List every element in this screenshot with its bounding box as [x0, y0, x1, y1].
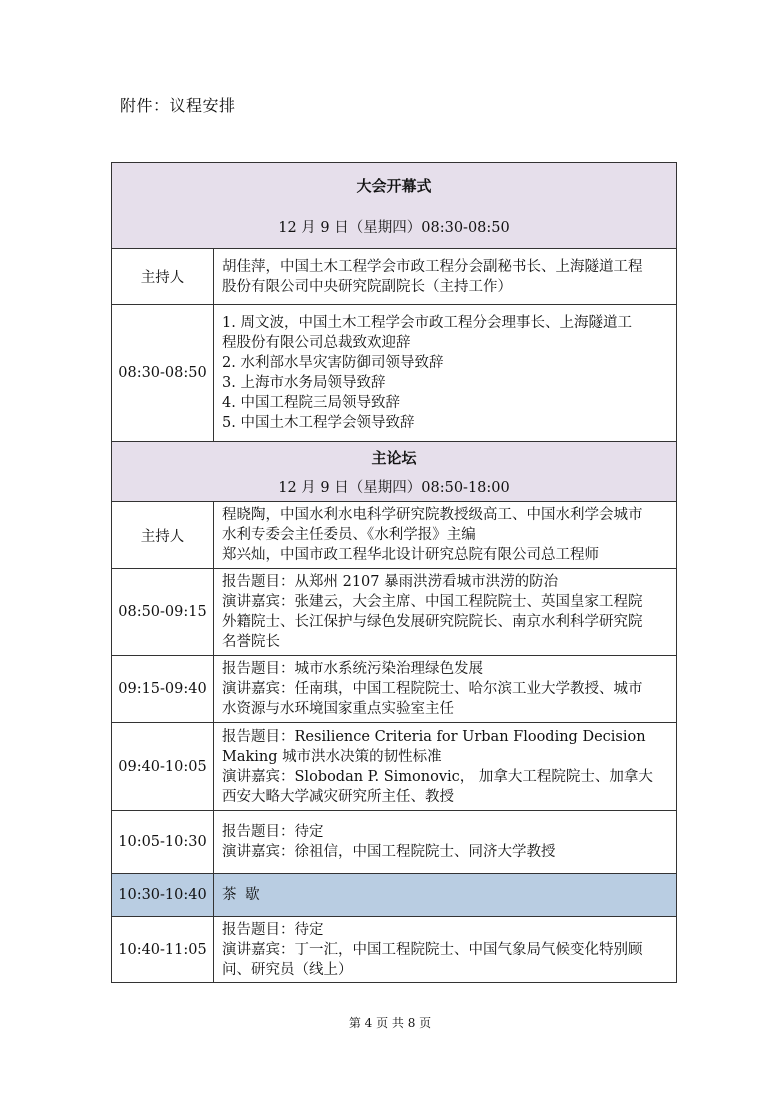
tea-break-row — [112, 874, 677, 917]
opening-host-label: 主持人 — [112, 249, 214, 305]
forum-host-label: 主持人 — [112, 502, 214, 569]
talk-time: 09:15-09:40 — [112, 656, 214, 723]
speech-line: 1. 周文波，中国土木工程学会市政工程分会理事长、上海隧道工 — [222, 315, 632, 331]
talk-row — [112, 917, 677, 983]
talk-line: 西安大略大学减灾研究所主任、教授 — [222, 788, 454, 805]
talk-cell — [214, 811, 677, 874]
talk-line: 外籍院士、长江保护与绿色发展研究院院长、南京水利科学研究院 — [222, 614, 643, 630]
opening-host-row — [112, 249, 677, 305]
speech-line: 3. 上海市水务局领导致辞 — [222, 375, 386, 391]
tea-break-time: 10:30-10:40 — [112, 874, 214, 917]
talk-time: 09:40-10:05 — [112, 723, 214, 811]
attachment-title: 附件：议程安排 — [120, 96, 236, 115]
opening-speeches-cell — [214, 305, 677, 442]
talk-line: 演讲嘉宾：Slobodan P. Simonovic， 加拿大工程院院士、加拿大 — [222, 768, 653, 785]
talk-line: 名誉院长 — [222, 634, 280, 650]
talk-line: 问、研究员（线上） — [222, 961, 353, 978]
talk-row — [112, 569, 677, 656]
talk-time: 10:05-10:30 — [112, 811, 214, 874]
agenda-table — [111, 162, 677, 983]
opening-header-row — [112, 163, 677, 249]
page-footer: 第 4 页 共 8 页 — [348, 1016, 432, 1030]
forum-title: 主论坛 — [371, 448, 417, 467]
talk-row — [112, 656, 677, 723]
talk-cell — [214, 723, 677, 811]
speech-line: 4. 中国工程院三局领导致辞 — [222, 395, 400, 411]
talk-line: 报告题目：待定 — [222, 921, 324, 938]
talk-line: Making 城市洪水决策的韧性标准 — [222, 748, 442, 765]
forum-host-line: 程晓陶，中国水利水电科学研究院教授级高工、中国水利学会城市 — [222, 507, 643, 523]
forum-host-line: 水利专委会主任委员、《水利学报》主编 — [222, 527, 476, 543]
talk-time: 10:40-11:05 — [112, 917, 214, 983]
talk-line: 报告题目：从郑州 2107 暴雨洪涝看城市洪涝的防治 — [222, 574, 559, 590]
talk-row — [112, 723, 677, 811]
forum-host-row — [112, 502, 677, 569]
talk-line: 报告题目：城市水系统污染治理绿色发展 — [222, 661, 483, 677]
talk-line: 演讲嘉宾：丁一汇，中国工程院院士、中国气象局气候变化特别顾 — [222, 941, 643, 958]
speech-line: 2. 水利部水旱灾害防御司领导致辞 — [222, 355, 444, 371]
opening-speeches-time: 08:30-08:50 — [112, 305, 214, 442]
talk-line: 演讲嘉宾：张建云，大会主席、中国工程院院士、英国皇家工程院 — [222, 594, 643, 610]
talk-cell — [214, 569, 677, 656]
forum-date: 12 月 9 日（星期四）08:50-18:00 — [278, 479, 510, 496]
talk-cell — [214, 917, 677, 983]
opening-speeches-row — [112, 305, 677, 442]
opening-host-line: 胡佳萍，中国土木工程学会市政工程分会副秘书长、上海隧道工程 — [222, 258, 643, 275]
opening-host-cell — [214, 249, 677, 305]
talk-cell — [214, 656, 677, 723]
talk-line: 报告题目：待定 — [222, 824, 324, 840]
forum-host-line: 郑兴灿，中国市政工程华北设计研究总院有限公司总工程师 — [222, 547, 599, 563]
talk-line: 演讲嘉宾：徐祖信，中国工程院院士、同济大学教授 — [222, 844, 556, 860]
forum-header — [112, 442, 677, 502]
speech-line: 程股份有限公司总裁致欢迎辞 — [222, 335, 411, 351]
talk-line: 演讲嘉宾：任南琪，中国工程院院士、哈尔滨工业大学教授、城市 — [222, 681, 643, 697]
tea-break-label: 茶 歇 — [214, 874, 677, 917]
opening-date: 12 月 9 日（星期四）08:30-08:50 — [278, 219, 510, 236]
forum-header-row — [112, 442, 677, 502]
speech-line: 5. 中国土木工程学会领导致辞 — [222, 415, 415, 431]
opening-host-line: 股份有限公司中央研究院副院长（主持工作） — [222, 278, 512, 295]
talk-row — [112, 811, 677, 874]
talk-time: 08:50-09:15 — [112, 569, 214, 656]
talk-line: 报告题目：Resilience Criteria for Urban Flooding Decision — [222, 728, 646, 745]
talk-line: 水资源与水环境国家重点实验室主任 — [222, 701, 454, 717]
opening-header — [112, 163, 677, 249]
opening-title: 大会开幕式 — [356, 176, 432, 195]
forum-host-cell — [214, 502, 677, 569]
